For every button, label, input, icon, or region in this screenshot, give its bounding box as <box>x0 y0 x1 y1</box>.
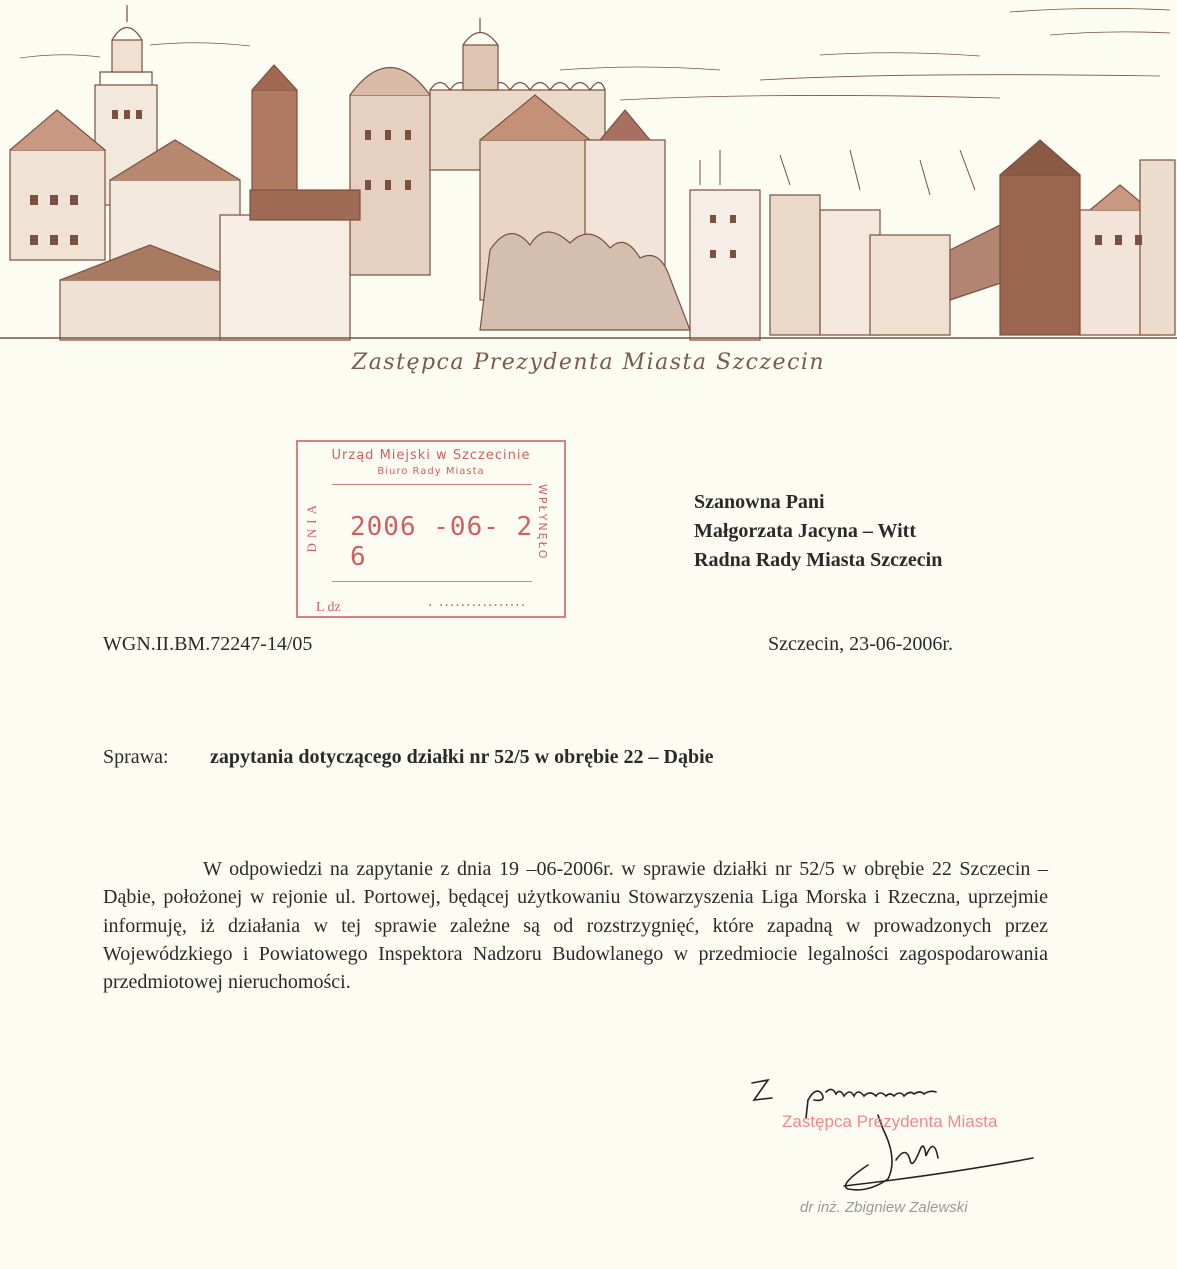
city-skyline-illustration <box>0 0 1177 345</box>
recipient-role: Radna Rady Miasta Szczecin <box>694 549 943 571</box>
stamp-dnia-label: DNIA <box>304 500 319 553</box>
received-stamp <box>296 440 566 618</box>
stamp-ldz-label: L dz <box>316 600 341 615</box>
closing-signer-role: Zastępca Prezydenta Miasta <box>782 1112 998 1131</box>
letter-body: W odpowiedzi na zapytanie z dnia 19 –06-2006r. w sprawie działki nr 52/5 w obrębie 22 Szczecin – Dąbie, położonej w rejonie ul. Portowej, będącej użytkowaniu Stowarzyszenia Liga Morska i Rzeczna, uprzejmie informuję, iż działania w tej sprawie zależne są od rozstrzygnięć, które zapadną w prowadzonych przez Wojewódzkiego i Powiatowego Inspektora Nadzoru Budowlanego w przedmiocie legalności zagospodarowania przedmiotowej nieruchomości. <box>103 858 1048 994</box>
subject-text: zapytania dotyczącego działki nr 52/5 w obrębie 22 – Dąbie <box>210 746 714 768</box>
recipient-block <box>694 488 942 575</box>
stamp-department: Biuro Rady Miasta <box>377 466 485 477</box>
handwritten-signature <box>748 1070 1068 1220</box>
stamp-office: Urząd Miejski w Szczecinie <box>331 448 531 463</box>
stamp-received-label: WPŁYNĘŁO <box>536 484 549 561</box>
reference-number: WGN.II.BM.72247-14/05 <box>103 633 313 655</box>
stamp-ldz-field: . ................ <box>428 594 527 610</box>
letterhead-title: Zastępca Prezydenta Miasta Szczecin <box>351 350 826 375</box>
subject-label: Sprawa: <box>103 746 169 768</box>
stamp-date: 2006 -06- 2 6 <box>350 512 534 572</box>
closing-signer-name: dr inż. Zbigniew Zalewski <box>800 1199 968 1216</box>
recipient-salutation: Szanowna Pani <box>694 491 825 513</box>
recipient-name: Małgorzata Jacyna – Witt <box>694 520 917 542</box>
letter-date: Szczecin, 23-06-2006r. <box>768 633 953 655</box>
